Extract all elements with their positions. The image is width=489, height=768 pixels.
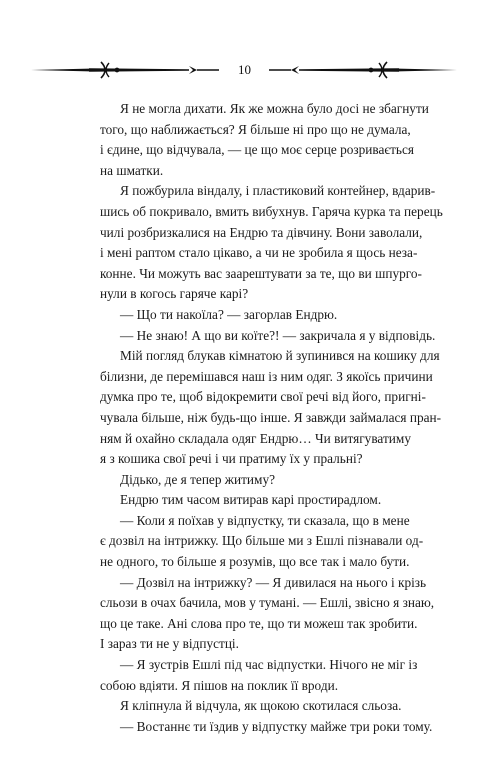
text-line: — Коли я поїхав у відпустку, ти сказала, що в мене bbox=[120, 512, 410, 528]
text-line: Я кліпнула й відчула, як щокою скотилася сльоза. bbox=[120, 698, 402, 714]
body-text bbox=[100, 99, 443, 737]
text-line: Я не могла дихати. Як же можна було досі не збагнути bbox=[120, 101, 429, 116]
text-line: І зараз ти не у відпустці. bbox=[100, 636, 239, 652]
text-line: Мій погляд блукав кімнатою й зупинився на кошику для bbox=[120, 348, 440, 364]
text-line: і єдине, що відчувала, — це що моє серце розривається bbox=[100, 142, 415, 158]
text-line: я з кошика свої речі і чи пратиму їх у пральні? bbox=[100, 451, 363, 467]
page-number: 10 bbox=[230, 62, 259, 77]
text-line: і мені раптом стало цікаво, а чи не зробила я щось неза- bbox=[100, 245, 418, 261]
text-line: є дозвіл на інтрижку. Що більше ми з Ешлі пізнавали од- bbox=[100, 533, 424, 549]
text-line: сльози в очах бачила, мов у тумані. — Ешлі, звісно я знаю, bbox=[100, 595, 435, 611]
text-line: що це таке. Ані слова про те, що ти можеш так зробити. bbox=[100, 615, 418, 631]
text-line: ням й охайно складала одяг Ендрю… Чи витягуватиму bbox=[100, 430, 411, 446]
text-line: Я пожбурила віндалу, і пластиковий контейнер, вдарив- bbox=[120, 183, 436, 199]
text-line: на шматки. bbox=[100, 162, 164, 178]
text-line: — Востаннє ти їздив у відпустку майже три роки тому. bbox=[120, 718, 433, 734]
text-line: нули в когось гаряче карі? bbox=[100, 286, 249, 302]
text-line: білизни, де перемішався наш із ним одяг. З якоїсь причини bbox=[100, 368, 433, 384]
text-line: — Що ти накоїла? — загорлав Ендрю. bbox=[120, 306, 338, 322]
text-line: шись об покривало, вмить вибухнув. Гаряча курка та перець bbox=[100, 203, 443, 219]
page-header bbox=[0, 58, 489, 82]
text-line: Дідько, де я тепер житиму? bbox=[120, 471, 276, 487]
text-line: Ендрю тим часом витирав карі простирадлом. bbox=[120, 492, 382, 508]
text-line: собою вдіяти. Я пішов на поклик її вроди. bbox=[100, 677, 339, 693]
text-line: чилі розбризкалися на Ендрю та дівчину. Вони заволали, bbox=[100, 224, 423, 240]
text-line: чувала більше, ніж будь-що інше. Я завжди займалася пран- bbox=[100, 409, 442, 425]
text-line: — Не знаю! А що ви коїте?! — закричала я у відповідь. bbox=[120, 327, 436, 343]
text-line: думка про те, щоб відокремити свої речі від його, пригні- bbox=[100, 389, 426, 405]
text-line: того, що наближається? Я більше ні про що не думала, bbox=[100, 121, 411, 137]
text-line: конне. Чи можуть вас заарештувати за те, що ви шпурго- bbox=[100, 265, 422, 281]
text-line: не одного, то більше я розумів, що все так і мало бути. bbox=[100, 554, 410, 570]
text-line: — Я зустрів Ешлі під час відпустки. Нічого не міг із bbox=[120, 657, 418, 673]
text-line: — Дозвіл на інтрижку? — Я дивилася на нього і крізь bbox=[120, 574, 427, 590]
